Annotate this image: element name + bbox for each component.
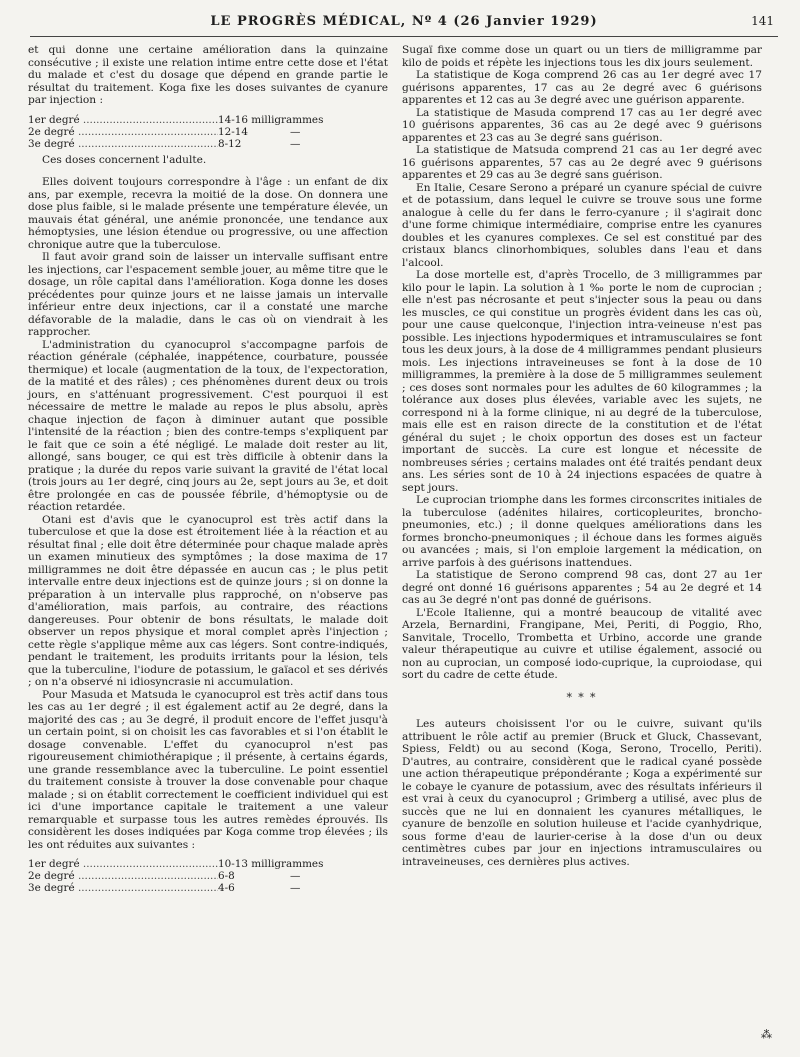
dose-label: 1er degré .....	[28, 114, 218, 126]
end-ornament: ⁂	[761, 1028, 772, 1041]
dose-dash: —	[290, 137, 301, 150]
dose-label: 3e degré .....	[28, 138, 218, 150]
dose-row	[28, 882, 388, 894]
paragraph: L'administration du cyanocuprol s'accompagne parfois de réaction générale (céphalée, inappétence, courbature, poussée thermique) et locale (augmentation de la toux, de l'expectoration, de la matité et des râles) ; ces phénomènes durent deux ou trois jours, en s'atténuant progressivement. C'est pourquoi il est nécessaire de mettre le malade au repos le plus absolu, après chaque injection de façon à diminuer autant que possible l'intensité de la réaction ; bien des contre-temps s'expliquent par le fait que ce soin a été négligé. Le malade doit rester au lit, allongé, sans bouger, ce qui est très difficile à obtenir dans la pratique ; la durée du repos varie suivant la gravité de l'état local (trois jours au 1er degré, cinq jours au 2e, sept jours au 3e, et doit être prolongée en cas de poussée fébrile, d'hémoptysie ou de réaction retardée.	[28, 338, 388, 513]
dose-label: 2e degré .....	[28, 870, 218, 882]
paragraph: Les auteurs choisissent l'or ou le cuivre, suivant qu'ils attribuent le rôle actif au premier (Bruck et Gluck, Chassevant, Spiess, Feldt) ou au second (Koga, Serono, Trocello, Periti). D'autres, au contraire, considèrent que le radical cyané possède une action thérapeutique prépondérante ; Koga a expérimenté sur le cobaye le cyanure de potassium, avec des résultats inférieurs il est vrai à ceux du cyanocuprol ; Grimberg a utilisé, avec plus de succès que ne lui en donnaient les cyanures métalliques, le cyanure de benzoïle en solution huileuse et l'acide cyanhydrique, sous forme d'eau de laurier-cerise à la dose d'un ou deux centimètres cubes par jour en injections intramusculaires ou intraveineuses, ces dernières plus actives.	[402, 718, 762, 868]
page-header	[30, 14, 778, 37]
dose-table-adult	[28, 114, 388, 150]
dose-value: 8-12	[218, 137, 242, 150]
dose-value: 12-14	[218, 125, 248, 138]
journal-title: LE PROGRÈS MÉDICAL, Nº 4 (26 Janvier 1929)	[210, 14, 598, 29]
dose-dash: —	[290, 882, 301, 894]
paragraph: Otani est d'avis que le cyanocuprol est très actif dans la tuberculose et que la dose est étroitement liée à la réaction et au résultat final ; elle doit être déterminée pour chaque malade après un examen minutieux des symptômes ; la dose maxima de 17 milligrammes ne doit être dépassée en aucun cas ; le plus petit intervalle entre deux injections est de quinze jours ; si on donne la préparation à un intervalle plus rapproché, on n'observe pas d'amélioration, mais parfois, au contraire, des réactions dangereuses. Pour obtenir de bons résultats, le malade doit observer un repos physique et moral complet après l'injection ; cette règle s'applique même aux cas légers. Sont contre-indiqués, pendant le traitement, les produits irritants pour la lésion, tels que la tuberculine, l'iodure de potassium, le gaïacol et ses dérivés ; on n'a observé ni idiosyncrasie ni accumulation.	[28, 513, 388, 688]
page-number: 141	[751, 14, 774, 28]
left-column	[28, 44, 388, 898]
paragraph: et qui donne une certaine amélioration dans la quinzaine consécutive ; il existe une relation intime entre cette dose et l'état du malade et c'est du dosage que dépend en grande partie le résultat du traitement. Koga fixe les doses suivantes de cyanure par injection :	[28, 44, 388, 106]
paragraph: Il faut avoir grand soin de laisser un intervalle suffisant entre les injections, car l'espacement semble jouer, au même titre que le dosage, un rôle capital dans l'amélioration. Koga donne les doses précédentes pour quinze jours et ne laisse jamais un intervalle inférieur entre deux injections, car il a constaté une marche défavorable de la maladie, dans le cas où on viendrait à les rapprocher.	[28, 251, 388, 338]
paragraph: La dose mortelle est, d'après Trocello, de 3 milligrammes par kilo pour le lapin. La solution à 1 ‰ porte le nom de cuprocian ; elle n'est pas nécrosante et peut s'injecter sous la peau ou dans les muscles, ce qui constitue un progrès évident dans les cas où, pour une cause quelconque, l'injection intra-veineuse n'est pas possible. Les injections hypodermiques et intramusculaires se font tous les deux jours, à la dose de 4 milligrammes pendant plusieurs mois. Les injections intraveineuses se font à la dose de 10 milligrammes, la première à la dose de 5 milligrammes seulement ; ces doses sont normales pour les adultes de 60 kilogrammes ; la tolérance aux doses plus élevées, variable avec les sujets, ne correspond ni à la forme clinique, ni au degré de la tuberculose, mais elle est en raison directe de la constitution et de l'état général du sujet ; le choix opportun des doses est un facteur important de succès. La cure est longue et nécessite de nombreuses séries ; certains malades ont été traités pendant deux ans. Les séries sont de 10 à 24 injections espacées de quatre à sept jours.	[402, 269, 762, 494]
paragraph: Ces doses concernent l'adulte.	[42, 153, 207, 166]
paragraph: Pour Masuda et Matsuda le cyanocuprol est très actif dans tous les cas au 1er degré ; il est également actif au 2e degré, dans la majorité des cas ; au 3e degré, il produit encore de l'effet jusqu'à un certain point, si on choisit les cas favorables et si l'on établit le dosage convenable. L'effet du cyanocuprol n'est pas rigoureusement chimiothérapique ; il présente, à certains égards, une grande ressemblance avec la tuberculine. Le point essentiel du traitement consiste à trouver la dose convenable pour chaque malade ; si on établit correctement le coefficient individuel qui est ici d'une importance capitale le traitement a une valeur remarquable et surpasse tous les autres remèdes éprouvés. Ils considèrent les doses indiquées par Koga comme trop élevées ; ils les ont réduites aux suivantes :	[28, 688, 388, 851]
dose-value: 10-13 milligrammes	[218, 858, 324, 870]
dose-table-reduced	[28, 858, 388, 894]
dose-row	[28, 114, 388, 126]
dose-value: 6-8	[218, 870, 235, 882]
paragraph: La statistique de Serono comprend 98 cas, dont 27 au 1er degré ont donné 16 guérisons apparentes ; 54 au 2e degré et 14 cas au 3e degré n'ont pas donné de guérisons.	[402, 569, 762, 606]
dose-label: 3e degré .....	[28, 882, 218, 894]
dose-row	[28, 858, 388, 870]
dose-row	[28, 870, 388, 882]
paragraph: La statistique de Koga comprend 26 cas au 1er degré avec 17 guérisons apparentes, 17 cas au 2e degré avec 6 guérisons apparentes et 12 cas au 3e degré avec une guérison apparente.	[402, 69, 762, 106]
dose-dash	[290, 114, 330, 126]
dose-dash: —	[290, 870, 301, 882]
paragraph: Le cuprocian triomphe dans les formes circonscrites initiales de la tuberculose (adénites hilaires, corticopleurites, broncho-pneumonies, etc.) ; il donne quelques améliorations dans les formes broncho-pneumoniques ; il échoue dans les formes aiguës ou avancées ; mais, si l'on emploie largement la médication, on arrive parfois à des guérisons inattendues.	[402, 494, 762, 569]
dose-label: 2e degré .....	[28, 126, 218, 138]
dose-value: 4-6	[218, 882, 235, 894]
paragraph: La statistique de Masuda comprend 17 cas au 1er degré avec 10 guérisons apparentes, 36 cas au 2e degé avec 9 guérisons apparentes et 23 cas au 3e degré sans guérison.	[402, 106, 762, 144]
paragraph: En Italie, Cesare Serono a préparé un cyanure spécial de cuivre et de potassium, dans lequel le cuivre se trouve sous une forme analogue à celle du fer dans le ferro-cyanure ; il s'agirait donc d'une forme chimique intermédiaire, comprise entre les cyanures doubles et les cyanures complexes. Ce sel est constitué par des cristaux blancs clinorhombiques, solubles dans l'eau et dans l'alcool.	[402, 181, 762, 269]
dose-dash	[290, 858, 330, 870]
section-divider: * * *	[566, 690, 598, 704]
paragraph: L'Ecole Italienne, qui a montré beaucoup de vitalité avec Arzela, Bernardini, Frangipane, Mei, Periti, di Poggio, Rho, Sanvitale, Trocello, Trombetta et Urbino, accorde une grande valeur thérapeutique au cuivre et utilise également, associé ou non au cuprocian, un composé iodo-cuprique, la cuproiodase, qui sort du cadre de cette étude.	[402, 606, 762, 681]
dose-value: 14-16 milligrammes	[218, 113, 324, 126]
dose-dash: —	[290, 125, 301, 138]
paragraph: La statistique de Matsuda comprend 21 cas au 1er degré avec 16 guérisons apparentes, 57 cas au 2e degré avec 9 guérisons apparentes et 29 cas au 3e degré sans guérison.	[402, 144, 762, 181]
paragraph: Sugaï fixe comme dose un quart ou un tiers de milligramme par kilo de poids et répète les injections tous les dix jours seulement.	[402, 44, 762, 69]
dose-row	[28, 126, 388, 138]
right-column	[402, 44, 762, 868]
dose-label: 1er degré .....	[28, 858, 218, 870]
dose-row	[28, 138, 388, 150]
paragraph: Elles doivent toujours correspondre à l'âge : un enfant de dix ans, par exemple, recevra la moitié de la dose. On donnera une dose plus faible, si le malade présente une température élevée, un mauvais état général, une anémie prononcée, une tendance aux hémoptysies, une lésion étendue ou progressive, ou une affection chronique autre que la tuberculose.	[28, 176, 388, 251]
